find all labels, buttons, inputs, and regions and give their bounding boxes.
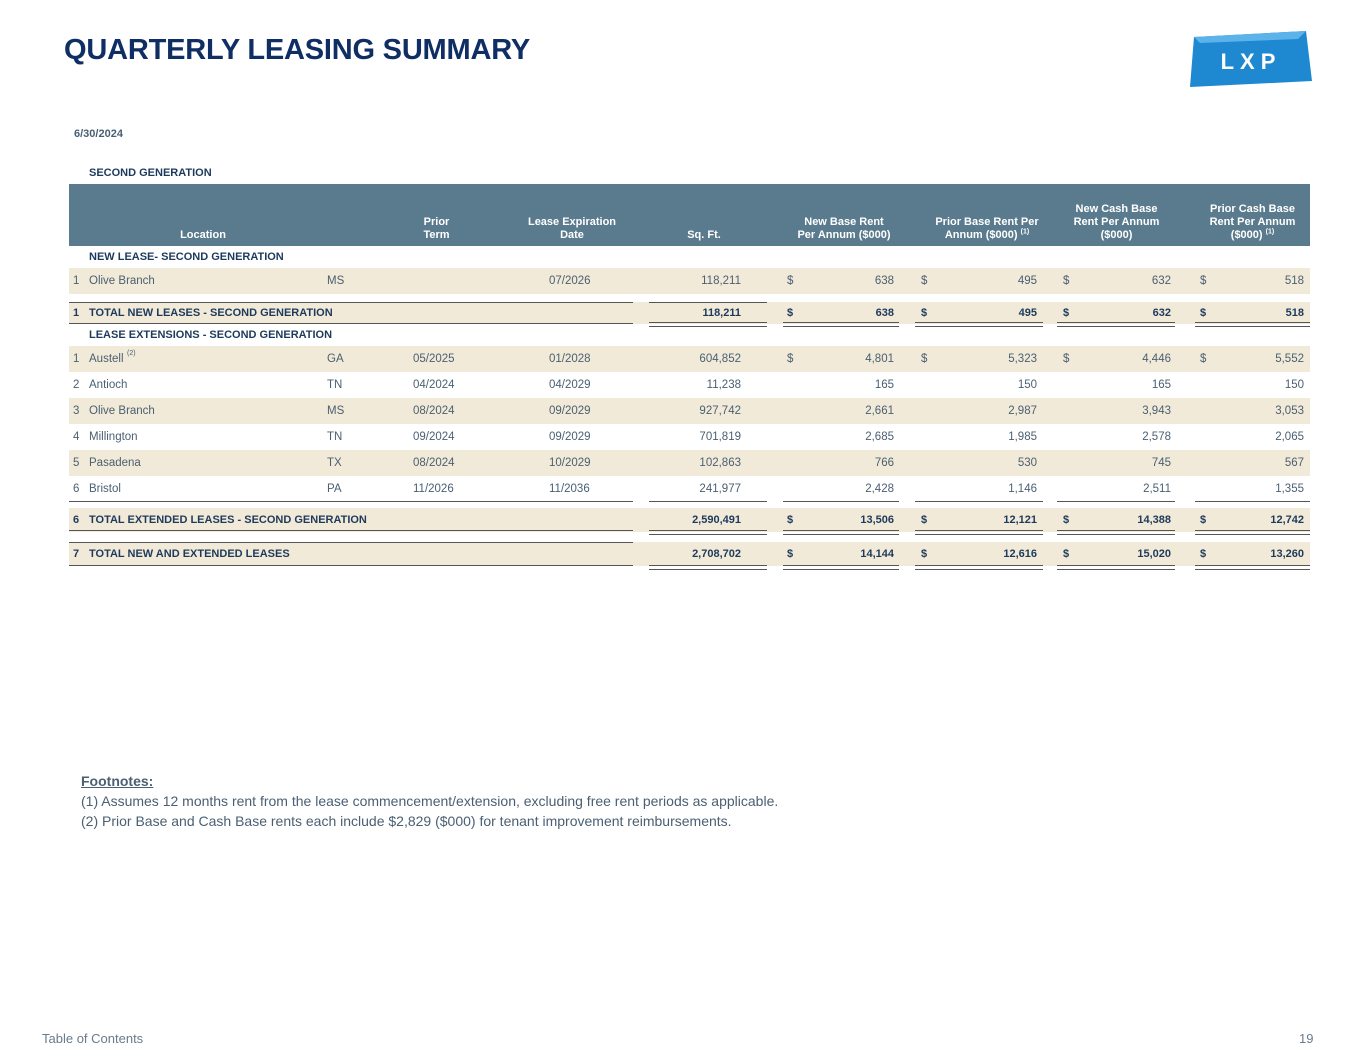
- footnote-2: (2) Prior Base and Cash Base rents each include $2,829 ($000) for tenant improvement reimbursements.: [81, 813, 732, 829]
- header-new-cash-base: New Cash Base Rent Per Annum ($000): [1073, 203, 1160, 241]
- cell-n: 6: [73, 483, 80, 495]
- cell-prior: 11/2026: [413, 483, 454, 495]
- subsection-lease-extensions: LEASE EXTENSIONS - SECOND GENERATION: [89, 329, 333, 341]
- table-row: [69, 424, 1310, 450]
- cell-prior: 04/2024: [413, 379, 455, 391]
- cell-sqft: 102,863: [699, 457, 741, 469]
- table-row: 1 Olive Branch MS 07/2026 118,211 $ 638 $ 495 $ 632 $ 518: [69, 268, 1310, 294]
- header-new-base-rent: New Base Rent Per Annum ($000): [797, 216, 891, 241]
- header-location: Location: [180, 229, 226, 241]
- cell-nc: 4,446: [1142, 353, 1171, 365]
- section-title: SECOND GENERATION: [89, 167, 212, 179]
- cell-n: 3: [73, 405, 80, 417]
- cell-st: TN: [327, 431, 343, 443]
- cell-nc: 745: [1151, 457, 1171, 469]
- cell-n: 2: [73, 379, 80, 391]
- cell-nc: 3,943: [1142, 405, 1171, 417]
- cell-pb: 1,985: [1008, 431, 1037, 443]
- footnotes-title: Footnotes:: [81, 773, 154, 789]
- cell-pb: 5,323: [1008, 353, 1037, 365]
- page-number: 19: [1299, 1031, 1314, 1046]
- cell-pb: 150: [1017, 379, 1037, 391]
- cell-exp: 01/2028: [549, 353, 591, 365]
- cell-nb: 2,661: [865, 405, 894, 417]
- cell-n: 1: [73, 353, 80, 365]
- cell-prior: 08/2024: [413, 457, 455, 469]
- table-row: [69, 372, 1310, 398]
- cell-pb: 530: [1017, 457, 1037, 469]
- cell-sqft: 604,852: [699, 353, 741, 365]
- cell-n: 4: [73, 431, 80, 443]
- cell-pb: 1,146: [1008, 483, 1037, 495]
- cell-prior: 08/2024: [413, 405, 455, 417]
- cell-pb: 2,987: [1008, 405, 1037, 417]
- cell-pc: 567: [1284, 457, 1304, 469]
- table-of-contents-link[interactable]: Table of Contents: [42, 1031, 144, 1046]
- cell-st: GA: [327, 353, 344, 365]
- cell-exp: 11/2036: [549, 483, 590, 495]
- header-sqft: Sq. Ft.: [687, 229, 721, 241]
- cell-nc: 2,511: [1143, 483, 1171, 495]
- cell-pc: 3,053: [1275, 405, 1304, 417]
- table-header: [69, 184, 1310, 246]
- cell-nc: 2,578: [1142, 431, 1171, 443]
- cell-nb: 165: [874, 379, 894, 391]
- cell-prior: 09/2024: [413, 431, 455, 443]
- cell-loc: Olive Branch: [89, 405, 155, 417]
- cell-loc: Pasadena: [89, 457, 141, 469]
- cell-loc: Austell: [89, 353, 124, 365]
- cell-nb: 2,428: [865, 483, 894, 495]
- header-prior-base-rent: Prior Base Rent Per Annum ($000) $^{(1)}$: [935, 216, 1039, 241]
- cell-nb: 4,801: [865, 353, 894, 365]
- cell-exp: 10/2029: [549, 457, 591, 469]
- cell-loc: Bristol: [89, 483, 121, 495]
- report-date: 6/30/2024: [74, 128, 123, 140]
- subsection-new-lease: NEW LEASE- SECOND GENERATION: [89, 251, 284, 263]
- cell-sqft: 241,977: [699, 483, 741, 495]
- cell-nc: 165: [1151, 379, 1171, 391]
- grand-total-row: 7 TOTAL NEW AND EXTENDED LEASES 2,708,702 $ 14,144 $ 12,616 $ 15,020 $ 13,260: [69, 542, 1310, 566]
- cell-nb: 766: [874, 457, 894, 469]
- cell-exp: 09/2029: [549, 431, 591, 443]
- cell-sqft: 11,238: [706, 379, 741, 391]
- cell-prior: 05/2025: [413, 353, 455, 365]
- cell-pc: 150: [1284, 379, 1304, 391]
- cell-st: MS: [327, 405, 345, 417]
- footnote-1: (1) Assumes 12 months rent from the lease commencement/extension, excluding free rent periods as applicable.: [81, 793, 779, 809]
- page-title: QUARTERLY LEASING SUMMARY: [64, 34, 531, 66]
- header-prior-cash-base: Prior Cash Base Rent Per Annum ($000) $^{(1)}$: [1209, 203, 1296, 241]
- cell-exp: 09/2029: [549, 405, 591, 417]
- header-prior-term: Prior Term: [423, 216, 450, 241]
- cell-st: TN: [327, 379, 343, 391]
- cell-st: PA: [327, 483, 342, 495]
- cell-sqft: 701,819: [699, 431, 741, 443]
- cell-loc: Millington: [89, 431, 138, 443]
- svg-text:LXP: LXP: [1220, 49, 1282, 74]
- cell-pc: 5,552: [1275, 353, 1304, 365]
- cell-exp: 04/2029: [549, 379, 591, 391]
- lxp-logo: [1188, 29, 1314, 89]
- cell-n: 5: [73, 457, 80, 469]
- table-row: [69, 476, 1310, 502]
- footnotes: [81, 771, 778, 831]
- table-row: 1 Austell (2) GA 05/2025 01/2028 604,852 $ 4,801 $ 5,323 $ 4,446 $ 5,552: [69, 346, 1310, 372]
- header-lease-expiration: Lease Expiration Date: [527, 216, 617, 241]
- total-row-new-leases: 1 TOTAL NEW LEASES - SECOND GENERATION 118,211 $ 638 $ 495 $ 632 $ 518: [69, 302, 1310, 324]
- cell-st: TX: [327, 457, 342, 469]
- cell-pc: 1,355: [1275, 483, 1304, 495]
- table-row: [69, 398, 1310, 424]
- cell-sqft: 927,742: [699, 405, 741, 417]
- table-row: [69, 450, 1310, 476]
- cell-loc: Antioch: [89, 379, 128, 391]
- cell-pc: 2,065: [1275, 431, 1304, 443]
- cell-nb: 2,685: [865, 431, 894, 443]
- leasing-table: [69, 184, 1310, 566]
- total-row-extended-leases: 6 TOTAL EXTENDED LEASES - SECOND GENERATION 2,590,491 $ 13,506 $ 12,121 $ 14,388 $ 12,742: [69, 508, 1310, 532]
